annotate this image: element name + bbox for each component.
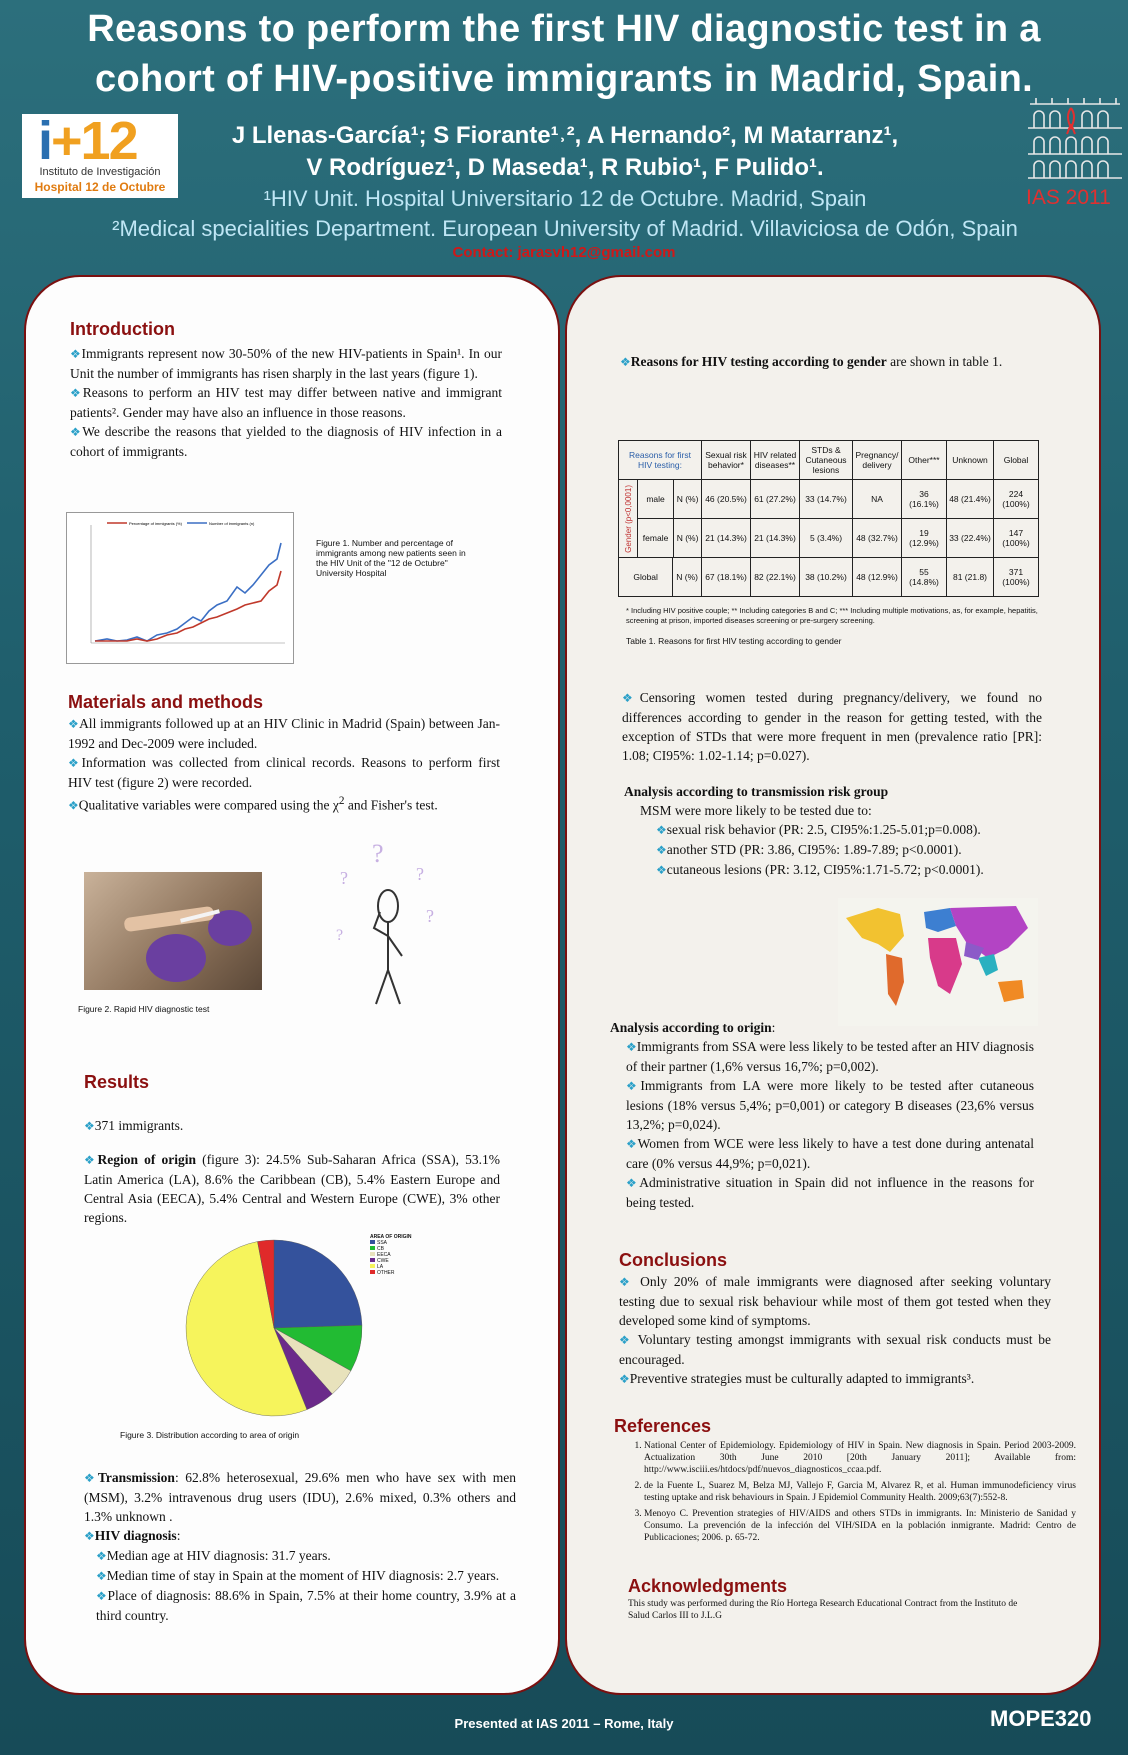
diamond-bullet-icon: ❖ bbox=[84, 1529, 95, 1543]
table-caption: Table 1. Reasons for first HIV testing according to gender bbox=[626, 636, 842, 646]
row-label: Global bbox=[619, 558, 673, 596]
table-header-cell: HIV related diseases** bbox=[751, 441, 800, 480]
methods-p1: All immigrants followed up at an HIV Clinic in Madrid (Spain) between Jan-1992 and Dec-2009 were included. bbox=[68, 716, 501, 751]
results-p3-bold: Transmission bbox=[97, 1470, 175, 1485]
figure-3-caption: Figure 3. Distribution according to area of origin bbox=[120, 1430, 300, 1440]
diamond-bullet-icon: ❖ bbox=[84, 1471, 98, 1485]
ias-logo-text: IAS 2011 bbox=[1026, 186, 1111, 209]
intro-body bbox=[70, 344, 502, 461]
acknowledgments-text: This study was performed during the Río Hortega Research Educational Contract from the Instituto de Salud Carlos III to J.L.G bbox=[628, 1599, 1018, 1621]
figure-1-legend-a: Percentage of immigrants (%) bbox=[129, 521, 182, 526]
diamond-bullet-icon: ❖ bbox=[84, 1119, 95, 1133]
table-cell: 33 (14.7%) bbox=[800, 480, 853, 519]
conclusions-body bbox=[619, 1272, 1051, 1389]
intro-p1: Immigrants represent now 30-50% of the new HIV-patients in Spain¹. In our Unit the number of immigrants has risen sharply in the last years (figure 1). bbox=[70, 346, 502, 381]
table-cell: 21 (14.3%) bbox=[751, 519, 800, 558]
conclusion-3: Preventive strategies must be culturally adapted to immigrants³. bbox=[629, 1371, 975, 1386]
legend-swatch bbox=[370, 1246, 375, 1250]
figure-1-caption: Figure 1. Number and percentage of immigrants among new patients seen in the HIV Unit of the "12 de Octubre" University Hospital bbox=[316, 538, 466, 578]
diamond-bullet-icon: ❖ bbox=[68, 756, 82, 770]
reference-2: 2. de la Fuente L, Suarez M, Belza MJ, Vallejo F, Garcia M, Alvarez R, et al. Human immunodeficiency virus testing uptake and risk behaviours in Spain. J Epidemiol Community Health. 2009;63(7):552-8. bbox=[644, 1480, 1076, 1504]
diamond-bullet-icon: ❖ bbox=[619, 1275, 634, 1289]
table-cell: 46 (20.5%) bbox=[702, 480, 751, 519]
affiliation-1: ¹HIV Unit. Hospital Universitario 12 de Octubre. Madrid, Spain bbox=[263, 186, 867, 211]
authors bbox=[170, 120, 960, 184]
diamond-bullet-icon: ❖ bbox=[84, 1153, 98, 1167]
methods-body bbox=[68, 714, 500, 816]
diamond-bullet-icon: ❖ bbox=[70, 386, 83, 400]
table-header-cell: Other*** bbox=[902, 441, 947, 480]
thinking-person-icon bbox=[330, 840, 460, 1010]
row-unit: N (%) bbox=[676, 572, 698, 582]
logo-mark-b: +12 bbox=[51, 111, 137, 171]
methods-p3-b: and Fisher's test. bbox=[344, 797, 438, 813]
poster-title bbox=[0, 4, 1128, 104]
references-heading: References bbox=[614, 1416, 712, 1436]
world-map bbox=[838, 898, 1038, 1026]
results-s3: Place of diagnosis: 88.6% in Spain, 7.5% at their home country, 3.9% at a third country. bbox=[96, 1588, 516, 1623]
affiliations bbox=[40, 184, 1090, 244]
risk-heading: Analysis according to transmission risk group bbox=[624, 784, 889, 799]
table-1 bbox=[618, 440, 1039, 597]
risk-3: cutaneous lesions (PR: 3.12, CI95%:1.71-5.72; p<0.0001). bbox=[666, 862, 984, 877]
table-cell: NA bbox=[853, 480, 902, 519]
diamond-bullet-icon: ❖ bbox=[619, 1372, 630, 1386]
pie-legend-item bbox=[370, 1270, 430, 1276]
table-cell: 21 (14.3%) bbox=[702, 519, 751, 558]
svg-text:?: ? bbox=[372, 840, 384, 868]
gender-label: Gender (p<0,0001) bbox=[623, 484, 633, 553]
conclusions-heading: Conclusions bbox=[619, 1250, 728, 1270]
diamond-bullet-icon: ❖ bbox=[622, 691, 640, 705]
diamond-bullet-icon: ❖ bbox=[626, 1137, 638, 1151]
table-cell: 19 (12.9%) bbox=[902, 519, 947, 558]
legend-swatch bbox=[370, 1252, 375, 1256]
figure-1-legend-b: Number of immigrants (n) bbox=[209, 521, 255, 526]
pie-legend bbox=[370, 1234, 430, 1276]
results-body-a bbox=[84, 1116, 500, 1227]
origin-3: Women from WCE were less likely to have a test done during antenatal care (0% versus 44,9%; p=0,021). bbox=[626, 1136, 1034, 1171]
methods-p3-a: Qualitative variables were compared using the χ bbox=[78, 797, 339, 813]
logo-mark-a: i bbox=[38, 111, 52, 171]
diamond-bullet-icon: ❖ bbox=[656, 863, 667, 877]
diamond-bullet-icon: ❖ bbox=[619, 1333, 633, 1347]
methods-heading: Materials and methods bbox=[68, 692, 264, 712]
legend-label: EECA bbox=[377, 1252, 391, 1258]
table-cell: 33 (22.4%) bbox=[947, 519, 994, 558]
diamond-bullet-icon: ❖ bbox=[626, 1040, 637, 1054]
intro-heading: Introduction bbox=[70, 319, 175, 339]
figure-1-line-chart bbox=[67, 513, 293, 663]
censor-paragraph bbox=[622, 688, 1042, 765]
diamond-bullet-icon: ❖ bbox=[70, 425, 83, 439]
risk-intro: MSM were more likely to be tested due to: bbox=[640, 803, 872, 818]
diamond-bullet-icon: ❖ bbox=[68, 798, 79, 813]
methods-p2: Information was collected from clinical records. Reasons to perform first HIV test (figure 2) were recorded. bbox=[68, 755, 500, 790]
results-p3: : 62.8% heterosexual, 29.6% men who have sex with men (MSM), 3.2% intravenous drug users (IDU), 2.6% mixed, 0.3% others and 1.3% unknown . bbox=[84, 1470, 516, 1524]
diamond-bullet-icon: ❖ bbox=[96, 1549, 107, 1563]
logo-line-2: Hospital 12 de Octubre bbox=[34, 180, 166, 194]
reference-1: 1. National Center of Epidemiology. Epidemiology of HIV in Spain. New diagnosis in Spain. Period 2003-2009. Actualization 30th June 2010 [20th January 2011]; Available from: http://www.isciii.es/htdocs/pdf/nuevos_diagnosticos_ccaa.pdf. bbox=[644, 1440, 1076, 1476]
results-p2: (figure 3): 24.5% Sub-Saharan Africa (SSA), 53.1% Latin America (LA), 8.6% the Caribbean (CB), 5.4% Eastern Europe and Central Asia (EECA), 5.4% Central and Western Europe (CWE), 3% other regions. bbox=[84, 1152, 501, 1225]
reference-3: 3. Menoyo C. Prevention strategies of HIV/AIDS and others STDs in immigrants. In: Ministerio de Sanidad y Consumo. La prevención de la infección del VIH/SIDA en la población inmigrante. Madrid: Centro de Publicaciones; 2006. p. 65-72. bbox=[644, 1508, 1076, 1544]
table-intro-bold: Reasons for HIV testing according to gender bbox=[630, 354, 887, 369]
table-header-cell: Global bbox=[994, 441, 1039, 480]
red-ribbon-icon bbox=[1067, 108, 1075, 134]
table-header-cell: Unknown bbox=[947, 441, 994, 480]
intro-p2: Reasons to perform an HIV test may differ between native and immigrant patients². Gender may have also an influence in those reasons. bbox=[70, 385, 502, 420]
origin-2: Immigrants from LA were more likely to be tested after cutaneous lesions (18% versus 5,4%; p=0,001) or category B diseases (23,6% versus 13,2%; p=0,024). bbox=[626, 1078, 1034, 1132]
diamond-bullet-icon: ❖ bbox=[626, 1176, 640, 1190]
ias-logo bbox=[1022, 94, 1126, 214]
table-header-cell: STDs & Cutaneous lesions bbox=[800, 441, 853, 480]
conclusion-1: Only 20% of male immigrants were diagnosed after seeking voluntary testing due to sexual risk behaviour while most of them got tested when they developed some kind of symptoms. bbox=[619, 1274, 1051, 1328]
legend-swatch bbox=[370, 1258, 375, 1262]
intro-p3: We describe the reasons that yielded to the diagnosis of HIV infection in a cohort of immigrants. bbox=[70, 424, 502, 459]
results-p4: : bbox=[176, 1528, 181, 1543]
legend-swatch bbox=[370, 1240, 375, 1244]
table-cell: 36 (16.1%) bbox=[902, 480, 947, 519]
origin-colon: : bbox=[771, 1020, 776, 1035]
table-cell: 55 (14.8%) bbox=[902, 558, 947, 597]
logo-line-1: Instituto de Investigación bbox=[39, 166, 161, 178]
results-p4-bold: HIV diagnosis bbox=[94, 1528, 177, 1543]
title-line-1: Reasons to perform the first HIV diagnostic test in a bbox=[87, 8, 1041, 50]
table-cell: 224 (100%) bbox=[994, 480, 1039, 519]
legend-label: SSA bbox=[377, 1240, 388, 1246]
svg-text:?: ? bbox=[426, 906, 434, 926]
row-label: female bbox=[638, 519, 674, 557]
diamond-bullet-icon: ❖ bbox=[70, 347, 82, 361]
risk-section bbox=[624, 782, 1044, 880]
table-cell: 48 (12.9%) bbox=[853, 558, 902, 597]
legend-swatch bbox=[370, 1270, 375, 1274]
svg-text:?: ? bbox=[416, 864, 424, 884]
origin-heading: Analysis according to origin bbox=[610, 1020, 772, 1035]
diamond-bullet-icon: ❖ bbox=[620, 355, 631, 369]
table-cell: 371 (100%) bbox=[994, 558, 1039, 597]
contact-email: Contact: jarasvh12@gmail.com bbox=[452, 244, 676, 261]
table-header-cell: Sexual risk behavior* bbox=[702, 441, 751, 480]
table-cell: 67 (18.1%) bbox=[702, 558, 751, 597]
table-cell: 82 (22.1%) bbox=[751, 558, 800, 597]
table-cell: 48 (32.7%) bbox=[853, 519, 902, 558]
references-list bbox=[614, 1440, 1076, 1548]
table-footnote: * Including HIV positive couple; ** Including categories B and C; *** Including multiple motivations, as, for example, hepatitis, screening at prison, imported diseases screening or pre-surgery screening. bbox=[626, 606, 1038, 625]
table-cell: 5 (3.4%) bbox=[800, 519, 853, 558]
diamond-bullet-icon: ❖ bbox=[96, 1569, 107, 1583]
authors-line-1: J Llenas-García¹; S Fiorante¹˒², A Hernando², M Matarranz¹, bbox=[231, 122, 899, 149]
row-unit: N (%) bbox=[676, 494, 699, 504]
table-intro-rest: are shown in table 1. bbox=[886, 354, 1003, 369]
results-heading: Results bbox=[84, 1072, 150, 1092]
table-intro bbox=[620, 352, 1070, 372]
table-cell: 38 (10.2%) bbox=[800, 558, 853, 597]
legend-label: CB bbox=[377, 1246, 384, 1252]
gender-label-cell bbox=[619, 480, 638, 558]
rapid-test-photo bbox=[84, 872, 262, 990]
pie-legend-title: AREA OF ORIGIN bbox=[370, 1234, 412, 1240]
table-row bbox=[619, 519, 1039, 558]
censor-text: Censoring women tested during pregnancy/delivery, we found no differences according to gender in the reason for getting tested, with the exception of STDs that were more frequent in men (prevalence ratio [PR]: 1.08; CI95%: 1.02-1.14; p=0.027). bbox=[622, 690, 1042, 763]
diamond-bullet-icon: ❖ bbox=[656, 843, 667, 857]
footer-text: Presented at IAS 2011 – Rome, Italy bbox=[454, 1716, 674, 1731]
diamond-bullet-icon: ❖ bbox=[96, 1589, 108, 1603]
legend-label: OTHER bbox=[377, 1270, 395, 1276]
svg-text:?: ? bbox=[336, 927, 344, 944]
table-cell: 48 (21.4%) bbox=[947, 480, 994, 519]
row-label: male bbox=[638, 480, 674, 518]
risk-1: sexual risk behavior (PR: 2.5, CI95%:1.25-5.01;p=0.008). bbox=[666, 822, 981, 837]
conclusion-2: Voluntary testing amongst immigrants with sexual risk conducts must be encouraged. bbox=[619, 1332, 1051, 1367]
affiliation-2: ²Medical specialities Department. European University of Madrid. Villaviciosa de Odón, Spain bbox=[112, 216, 1018, 241]
results-s1: Median age at HIV diagnosis: 31.7 years. bbox=[106, 1548, 331, 1563]
authors-line-2: V Rodríguez¹, D Maseda¹, R Rubio¹, F Pulido¹. bbox=[306, 154, 824, 181]
legend-swatch bbox=[370, 1264, 375, 1268]
risk-2: another STD (PR: 3.86, CI95%: 1.89-7.89; p<0.0001). bbox=[666, 842, 962, 857]
results-body-b bbox=[84, 1468, 516, 1625]
title-line-2: cohort of HIV-positive immigrants in Madrid, Spain. bbox=[95, 58, 1033, 100]
methods-p3-sup: 2 bbox=[338, 795, 345, 807]
table-header-row bbox=[619, 441, 1039, 480]
results-p1: 371 immigrants. bbox=[94, 1118, 184, 1133]
pie-slice-ssa bbox=[274, 1240, 362, 1328]
table-row bbox=[619, 480, 1039, 519]
table-cell: 81 (21.8) bbox=[947, 558, 994, 597]
table-cell: 147 (100%) bbox=[994, 519, 1039, 558]
results-p2-bold: Region of origin bbox=[97, 1152, 196, 1167]
origin-1: Immigrants from SSA were less likely to be tested after an HIV diagnosis of their partner (1,6% versus 16,7%; p=0,002). bbox=[626, 1039, 1034, 1074]
figure-2-caption: Figure 2. Rapid HIV diagnostic test bbox=[78, 1004, 210, 1014]
svg-text:?: ? bbox=[340, 868, 348, 888]
legend-label: CWE bbox=[377, 1258, 389, 1264]
results-s2: Median time of stay in Spain at the moment of HIV diagnosis: 2.7 years. bbox=[106, 1568, 500, 1583]
table-row bbox=[619, 558, 1039, 597]
diamond-bullet-icon: ❖ bbox=[656, 823, 667, 837]
row-unit: N (%) bbox=[676, 533, 699, 543]
diamond-bullet-icon: ❖ bbox=[626, 1079, 641, 1093]
diamond-bullet-icon: ❖ bbox=[68, 717, 80, 731]
poster-code: MOPE320 bbox=[990, 1706, 1092, 1731]
legend-label: LA bbox=[377, 1264, 384, 1270]
origin-section bbox=[610, 1018, 1034, 1212]
origin-4: Administrative situation in Spain did not influence in the reasons for being tested. bbox=[626, 1175, 1034, 1210]
table-cell: 61 (27.2%) bbox=[751, 480, 800, 519]
table-header-cell: Pregnancy/ delivery bbox=[853, 441, 902, 480]
acknowledgments-heading: Acknowledgments bbox=[628, 1576, 788, 1596]
table-header-cell: Reasons for first HIV testing: bbox=[619, 441, 702, 480]
colosseum-icon bbox=[1022, 94, 1126, 186]
figure-1 bbox=[66, 512, 294, 664]
